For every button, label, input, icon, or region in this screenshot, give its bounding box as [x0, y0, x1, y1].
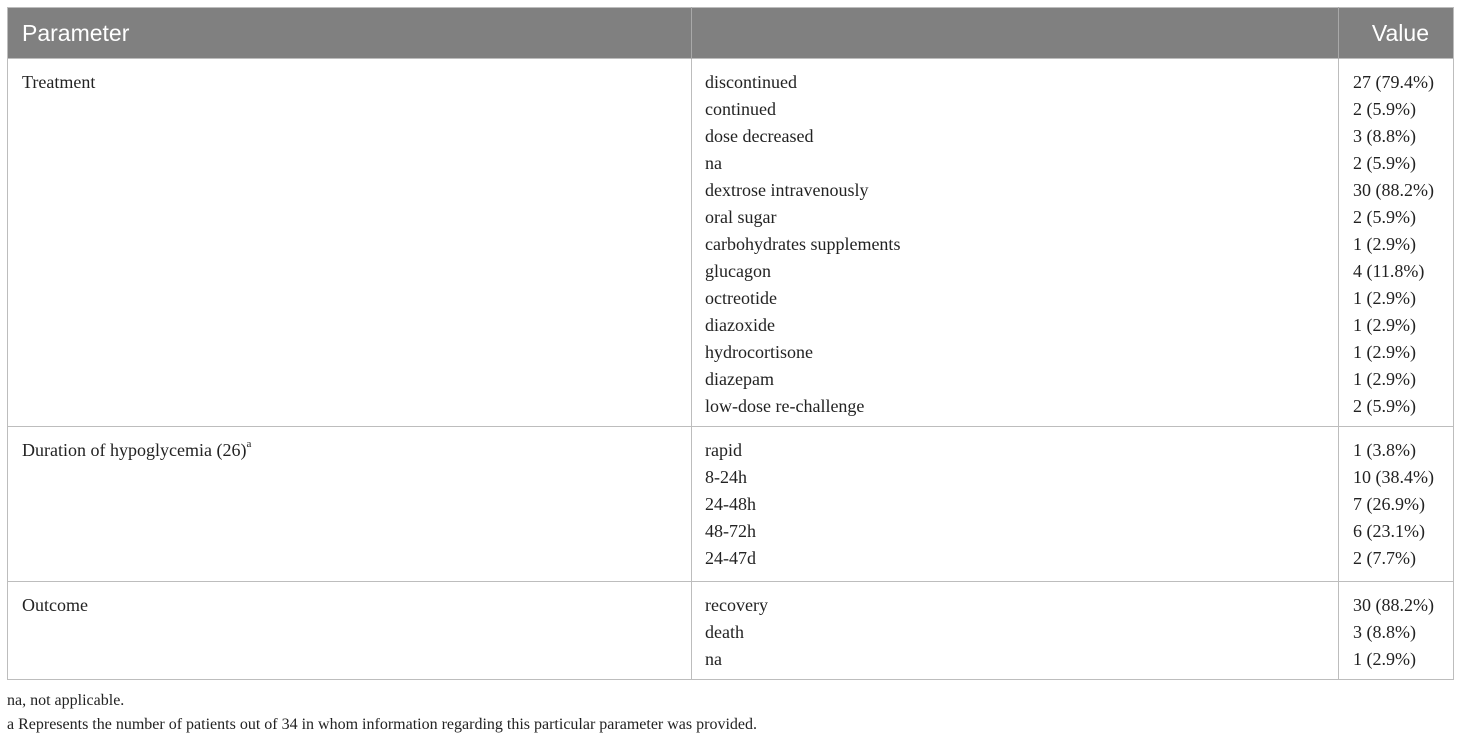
item-label: diazoxide: [705, 315, 775, 335]
header-row: [8, 8, 1454, 59]
item-value: 1 (2.9%): [1353, 288, 1416, 308]
item-label: dextrose intravenously: [705, 180, 869, 200]
item-value: 2 (5.9%): [1353, 99, 1416, 119]
header-middle: [692, 8, 1339, 59]
item-label: octreotide: [705, 288, 777, 308]
item-label: oral sugar: [705, 207, 777, 227]
values-cell: [1339, 582, 1454, 680]
parameter-label: Duration of hypoglycemia (26): [22, 440, 247, 460]
parameter-label: Outcome: [22, 595, 88, 615]
item-label: glucagon: [705, 261, 771, 281]
item-label: 8-24h: [705, 467, 747, 487]
item-label: recovery: [705, 595, 768, 615]
footnote-abbreviation: na, not applicable.: [7, 692, 125, 709]
item-value: 30 (88.2%): [1353, 180, 1434, 200]
item-label: low-dose re-challenge: [705, 396, 865, 416]
items-cell: [692, 582, 1339, 680]
parameter-cell: [8, 582, 692, 680]
item-label: na: [705, 649, 722, 669]
item-label: dose decreased: [705, 126, 814, 146]
item-value: 2 (5.9%): [1353, 153, 1416, 173]
item-value: 1 (2.9%): [1353, 369, 1416, 389]
section-row: [8, 582, 1454, 680]
item-value: 30 (88.2%): [1353, 595, 1434, 615]
item-value: 2 (7.7%): [1353, 548, 1416, 568]
item-value: 27 (79.4%): [1353, 72, 1434, 92]
section-row: [8, 427, 1454, 582]
section-row: [8, 59, 1454, 427]
values-cell: [1339, 59, 1454, 427]
footnote-a: a Represents the number of patients out of 34 in whom information regarding this particular parameter was provided.: [7, 716, 758, 733]
item-label: carbohydrates supplements: [705, 234, 901, 254]
item-value: 1 (2.9%): [1353, 649, 1416, 669]
parameter-label: Treatment: [22, 72, 96, 92]
data-table: [7, 7, 1454, 680]
item-label: discontinued: [705, 72, 797, 92]
item-value: 10 (38.4%): [1353, 467, 1434, 487]
item-label: 48-72h: [705, 521, 756, 541]
items-cell: [692, 427, 1339, 582]
item-label: na: [705, 153, 722, 173]
item-value: 7 (26.9%): [1353, 494, 1425, 514]
item-value: 3 (8.8%): [1353, 126, 1416, 146]
item-value: 6 (23.1%): [1353, 521, 1425, 541]
item-label: rapid: [705, 440, 742, 460]
items-cell: [692, 59, 1339, 427]
header-parameter: Parameter: [8, 8, 692, 59]
item-label: diazepam: [705, 369, 774, 389]
values-cell: [1339, 427, 1454, 582]
header-value: Value: [1339, 8, 1454, 59]
footnote-marker: a: [246, 438, 252, 450]
item-value: 3 (8.8%): [1353, 622, 1416, 642]
item-label: death: [705, 622, 744, 642]
parameter-cell: [8, 59, 692, 427]
item-label: continued: [705, 99, 776, 119]
item-value: 1 (2.9%): [1353, 315, 1416, 335]
item-label: 24-47d: [705, 548, 756, 568]
item-value: 1 (3.8%): [1353, 440, 1416, 460]
item-label: hydrocortisone: [705, 342, 813, 362]
table-footnotes: [7, 689, 757, 737]
item-value: 1 (2.9%): [1353, 342, 1416, 362]
parameter-cell: [8, 427, 692, 582]
item-value: 1 (2.9%): [1353, 234, 1416, 254]
item-value: 2 (5.9%): [1353, 396, 1416, 416]
item-value: 4 (11.8%): [1353, 261, 1425, 281]
item-value: 2 (5.9%): [1353, 207, 1416, 227]
item-label: 24-48h: [705, 494, 756, 514]
